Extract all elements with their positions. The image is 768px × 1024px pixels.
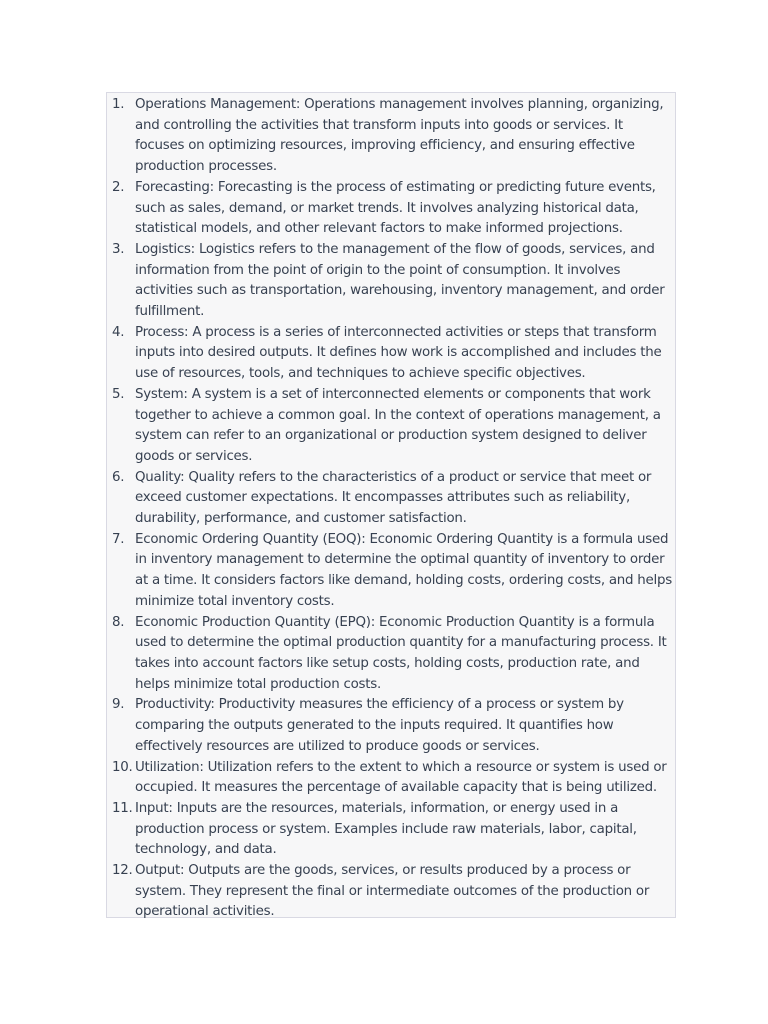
item-number: 11.	[112, 800, 133, 816]
item-text: Operations Management: Operations management involves planning, organizing, and controlling the activities that transform inputs into goods or services. It focuses on optimizing resources, improving efficiency, and ensuring effective production processes.	[135, 97, 664, 175]
item-number: 5.	[112, 386, 125, 402]
list-item	[107, 799, 675, 861]
item-number: 10.	[112, 759, 133, 775]
item-text: Output: Outputs are the goods, services, or results produced by a process or system. They represent the final or intermediate outcomes of the production or operational activities.	[135, 863, 650, 920]
list-item	[107, 178, 675, 240]
item-text: System: A system is a set of interconnected elements or components that work together to achieve a common goal. In the context of operations management, a system can refer to an organizational or production system designed to deliver goods or services.	[135, 386, 661, 464]
item-text: Economic Production Quantity (EPQ): Economic Production Quantity is a formula used to determine the optimal production quantity for a manufacturing process. It takes into account factors like setup costs, holding costs, production rate, and helps minimize total production costs.	[135, 614, 667, 692]
item-number: 8.	[112, 614, 125, 630]
item-number: 4.	[112, 324, 125, 340]
item-number: 12.	[112, 863, 133, 879]
item-number: 6.	[112, 469, 125, 485]
item-text: Process: A process is a series of interconnected activities or steps that transform inputs into desired outputs. It defines how work is accomplished and includes the use of resources, tools, and techniques to achieve specific objectives.	[135, 324, 662, 382]
item-number: 2.	[112, 179, 125, 195]
item-text: Quality: Quality refers to the characteristics of a product or service that meet or exceed customer expectations. It encompasses attributes such as reliability, durability, performance, and customer satisfaction.	[135, 469, 652, 527]
list-item	[107, 468, 675, 530]
item-text: Utilization: Utilization refers to the extent to which a resource or system is used or occupied. It measures the percentage of available capacity that is being utilized.	[135, 759, 667, 796]
item-number: 3.	[112, 241, 125, 257]
list-item	[107, 385, 675, 468]
list-item	[107, 613, 675, 696]
item-text: Productivity: Productivity measures the efficiency of a process or system by comparing the outputs generated to the inputs required. It quantifies how effectively resources are utilized to produce goods or services.	[135, 697, 624, 754]
list-item	[107, 240, 675, 323]
list-item	[107, 323, 675, 385]
item-text: Input: Inputs are the resources, materials, information, or energy used in a production process or system. Examples include raw materials, labor, capital, technology, and data.	[135, 800, 637, 858]
item-text: Logistics: Logistics refers to the management of the flow of goods, services, and information from the point of origin to the point of consumption. It involves activities such as transportation, warehousing, inventory management, and order fulfillment.	[135, 241, 665, 320]
list-item	[107, 861, 675, 923]
item-number: 1.	[112, 97, 125, 112]
item-text: Economic Ordering Quantity (EOQ): Economic Ordering Quantity is a formula used in inventory management to determine the optimal quantity of inventory to order at a time. It considers factors like demand, holding costs, ordering costs, and helps minimize total inventory costs.	[135, 531, 672, 609]
definitions-list	[107, 93, 675, 923]
list-item	[107, 530, 675, 613]
item-text: Forecasting: Forecasting is the process of estimating or predicting future events, such as sales, demand, or market trends. It involves analyzing historical data, statistical models, and other relevant factors to make informed projections.	[135, 179, 656, 237]
item-number: 7.	[112, 531, 125, 547]
item-number: 9.	[112, 697, 125, 713]
list-item	[107, 758, 675, 799]
definitions-panel	[106, 92, 676, 918]
list-item	[107, 95, 675, 178]
list-item	[107, 695, 675, 757]
